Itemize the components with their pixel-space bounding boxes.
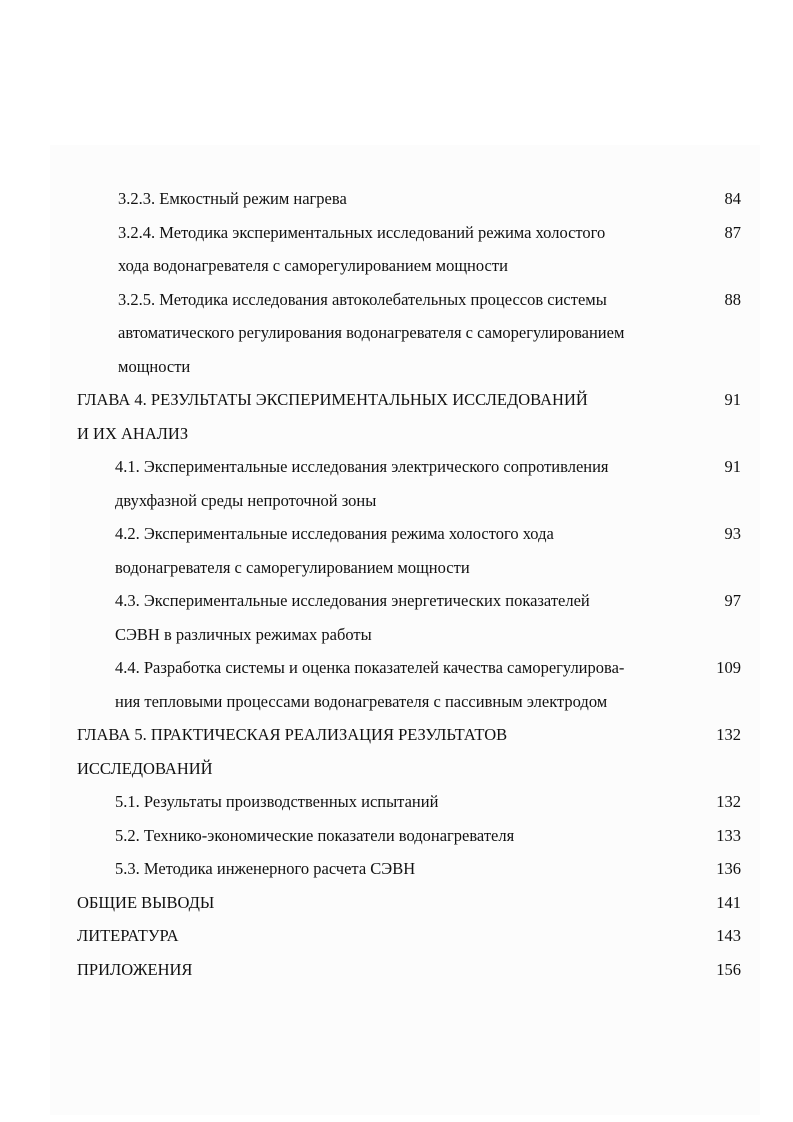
toc-entry-title: 3.2.3. Емкостный режим нагрева [118,189,347,208]
toc-page-number: 156 [716,959,741,979]
toc-page-number: 91 [724,457,741,476]
toc-entry-title: 5.1. Результаты производственных испытаний [115,792,439,811]
toc-entry-literature [0,919,793,953]
table-of-contents [0,182,793,986]
toc-entry-5-3 [0,852,793,886]
toc-entry-title: 5.3. Методика инженерного расчета СЭВН [115,859,416,878]
toc-entry-title: ОБЩИЕ ВЫВОДЫ [77,892,215,912]
toc-page-number: 132 [716,792,741,811]
toc-page-number: 88 [724,289,741,309]
toc-entry-appendices [0,953,793,987]
toc-page-number: 84 [724,189,741,208]
toc-entry-5-2 [0,819,793,853]
toc-entry-3-2-4 [0,216,793,283]
toc-page-number: 91 [724,390,741,409]
toc-entry-4-3 [0,584,793,651]
toc-page-number: 132 [716,725,741,744]
toc-entry-title: 3.2.4. Методика экспериментальных исследований режима холостого хода водонагревателя с саморегулированием мощности [118,222,606,275]
toc-entry-3-2-3 [0,182,793,216]
toc-entry-title: 4.1. Экспериментальные исследования электрического сопротивления двухфазной среды непроточной зоны [115,457,609,510]
toc-page-number: 133 [716,825,741,845]
toc-entry-title: ГЛАВА 5. ПРАКТИЧЕСКАЯ РЕАЛИЗАЦИЯ РЕЗУЛЬТАТОВ ИССЛЕДОВАНИЙ [77,725,508,778]
toc-page-number: 143 [716,926,741,945]
toc-page-number: 87 [724,222,741,242]
toc-entry-3-2-5 [0,283,793,384]
toc-page-number: 93 [724,524,741,543]
toc-entry-title: ПРИЛОЖЕНИЯ [77,959,193,979]
toc-entry-conclusions [0,886,793,920]
toc-entry-4-1 [0,450,793,517]
toc-entry-title: 4.3. Экспериментальные исследования энергетических показателей СЭВН в различных режимах работы [115,591,590,644]
toc-entry-4-4 [0,651,793,718]
toc-page-number: 97 [724,591,741,610]
toc-entry-title: 3.2.5. Методика исследования автоколебательных процессов системы автоматического регулирования водонагревателя с саморегулированием мощности [118,289,625,376]
toc-page-number: 136 [716,859,741,878]
toc-entry-title: 4.4. Разработка системы и оценка показателей качества саморегулирова- ния тепловыми процессами водонагревателя с пассивным электродом [115,658,625,711]
toc-entry-title: 5.2. Технико-экономические показатели водонагревателя [115,825,515,845]
toc-entry-title: ЛИТЕРАТУРА [77,926,179,945]
toc-entry-4-2 [0,517,793,584]
toc-entry-title: ГЛАВА 4. РЕЗУЛЬТАТЫ ЭКСПЕРИМЕНТАЛЬНЫХ ИССЛЕДОВАНИЙ И ИХ АНАЛИЗ [77,390,588,443]
toc-entry-title: 4.2. Экспериментальные исследования режима холостого хода водонагревателя с саморегулированием мощности [115,524,554,577]
toc-entry-chapter-4 [0,383,793,450]
toc-page-number: 109 [716,658,741,677]
toc-entry-chapter-5 [0,718,793,785]
toc-entry-5-1 [0,785,793,819]
toc-page-number: 141 [716,892,741,912]
